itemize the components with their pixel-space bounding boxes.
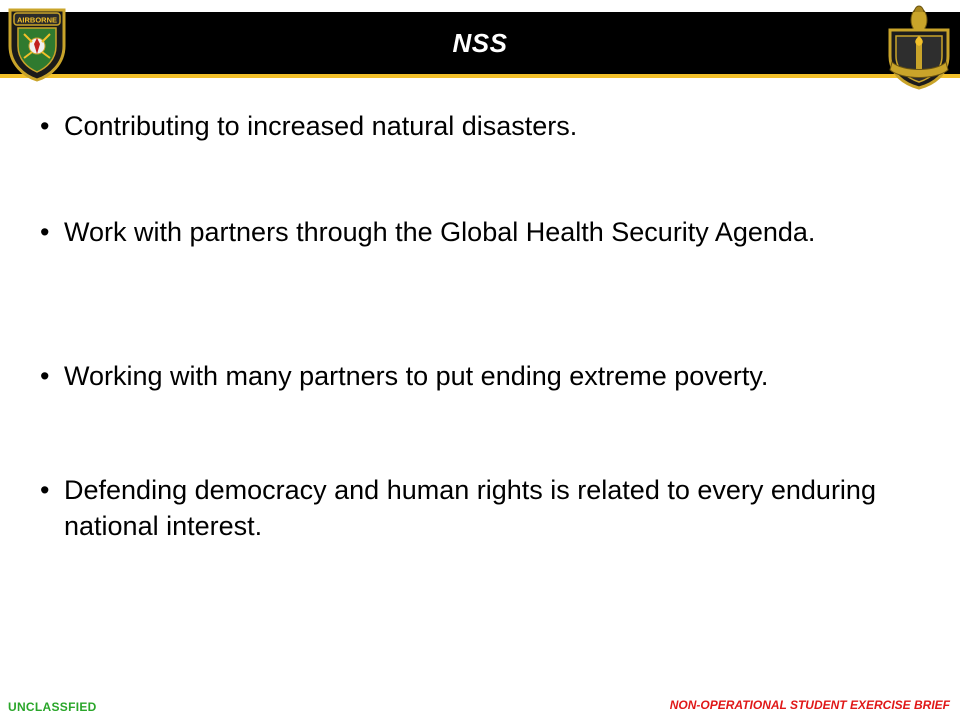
bullet-item [40,472,944,544]
slide-title: NSS [452,27,508,58]
classification-label: UNCLASSFIED [8,700,97,714]
bullet-text: Work with partners through the Global Health Security Agenda. [64,217,816,247]
bullet-item [40,214,944,250]
bullet-text: Working with many partners to put ending extreme poverty. [64,361,769,391]
bullet-text: Defending democracy and human rights is related to every enduring national interest. [64,475,876,541]
bullet-marker: • [40,475,50,505]
title-accent-line [0,74,960,78]
bullet-item [40,108,944,144]
bullet-marker: • [40,111,50,141]
bullet-marker: • [40,217,50,247]
bullet-marker: • [40,361,50,391]
exercise-notice: NON-OPERATIONAL STUDENT EXERCISE BRIEF [669,698,950,712]
torch-crest-insignia-icon [882,0,956,92]
bullet-text: Contributing to increased natural disasters. [64,111,578,141]
airborne-unit-insignia-icon [6,6,68,82]
airborne-tab-text: AIRBORNE [16,15,58,25]
bullet-item [40,358,944,394]
